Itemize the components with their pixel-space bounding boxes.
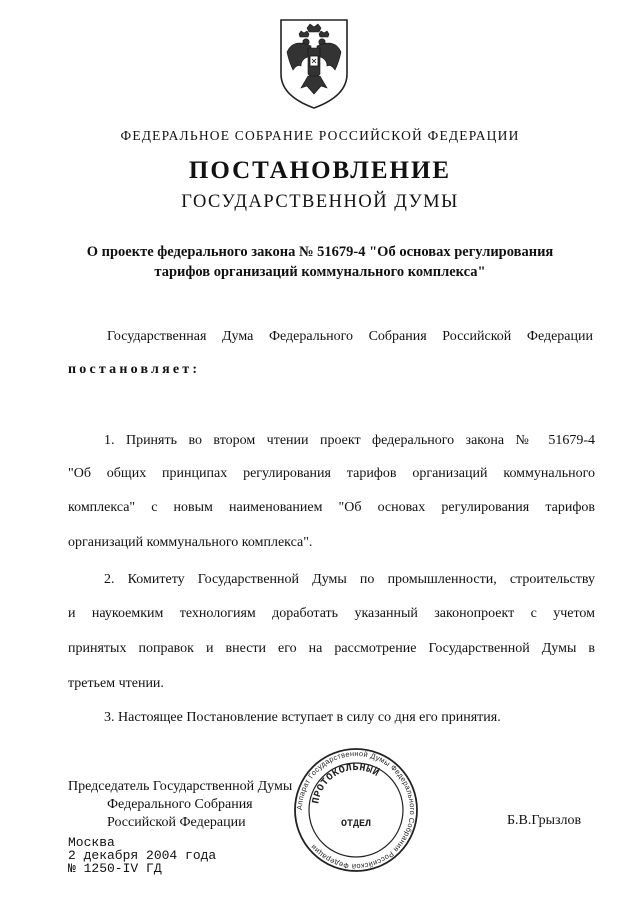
signature-title-line: Председатель Государственной Думы — [68, 779, 293, 794]
organization-heading: ФЕДЕРАЛЬНОЕ СОБРАНИЕ РОССИЙСКОЙ ФЕДЕРАЦИИ — [120, 128, 520, 143]
stamp-ring-text: Аппарат Государственной Думы Федерального Собрания Российской Федерации — [294, 748, 418, 872]
document-number: № 1250-IV ГД — [68, 861, 162, 876]
document-issuer: ГОСУДАРСТВЕННОЙ ДУМЫ — [181, 192, 459, 212]
stamp-center-text: ОТДЕЛ — [340, 819, 372, 830]
coat-of-arms-icon — [275, 16, 353, 111]
paragraph-line: "Об общих принципах регулирования тарифов организаций коммунального — [68, 466, 595, 481]
paragraph-line: комплекса" с новым наименованием "Об основах регулирования тарифов — [68, 500, 595, 515]
paragraph-line: третьем чтении. — [68, 676, 164, 691]
stamp-top-text: ПРОТОКОЛЬНЫЙ — [311, 762, 381, 805]
document-date: 2 декабря 2004 года — [68, 848, 217, 863]
preamble-text: Государственная Дума Федерального Собрания Российской Федерации — [107, 329, 593, 344]
signature-title-line: Федерального Собрания — [107, 797, 253, 812]
signer-name: Б.В.Грызлов — [507, 813, 582, 828]
paragraph-line: организаций коммунального комплекса". — [68, 535, 313, 550]
paragraph-line: принятых поправок и внести его на рассмотрение Государственной Думы в — [68, 641, 595, 656]
paragraph-line: 1. Принять во втором чтении проект федерального закона № 51679-4 — [104, 433, 595, 448]
document-type-title: ПОСТАНОВЛЕНИЕ — [188, 157, 452, 184]
paragraph-line: 2. Комитету Государственной Думы по промышленности, строительству — [104, 572, 595, 587]
signature-title-line: Российской Федерации — [107, 815, 246, 830]
official-stamp — [292, 746, 420, 874]
paragraph-line: и наукоемким технологиям доработать указанный законопроект с учетом — [68, 606, 595, 621]
subject-line: О проекте федерального закона № 51679-4 "Об основах регулирования — [86, 244, 554, 260]
subject-line: тарифов организаций коммунального комплекса" — [154, 264, 486, 280]
paragraph-line: 3. Настоящее Постановление вступает в силу со дня его принятия. — [104, 710, 501, 725]
document-place: Москва — [68, 835, 115, 850]
document-subject — [60, 242, 580, 282]
decree-word: постановляет: — [68, 362, 201, 377]
